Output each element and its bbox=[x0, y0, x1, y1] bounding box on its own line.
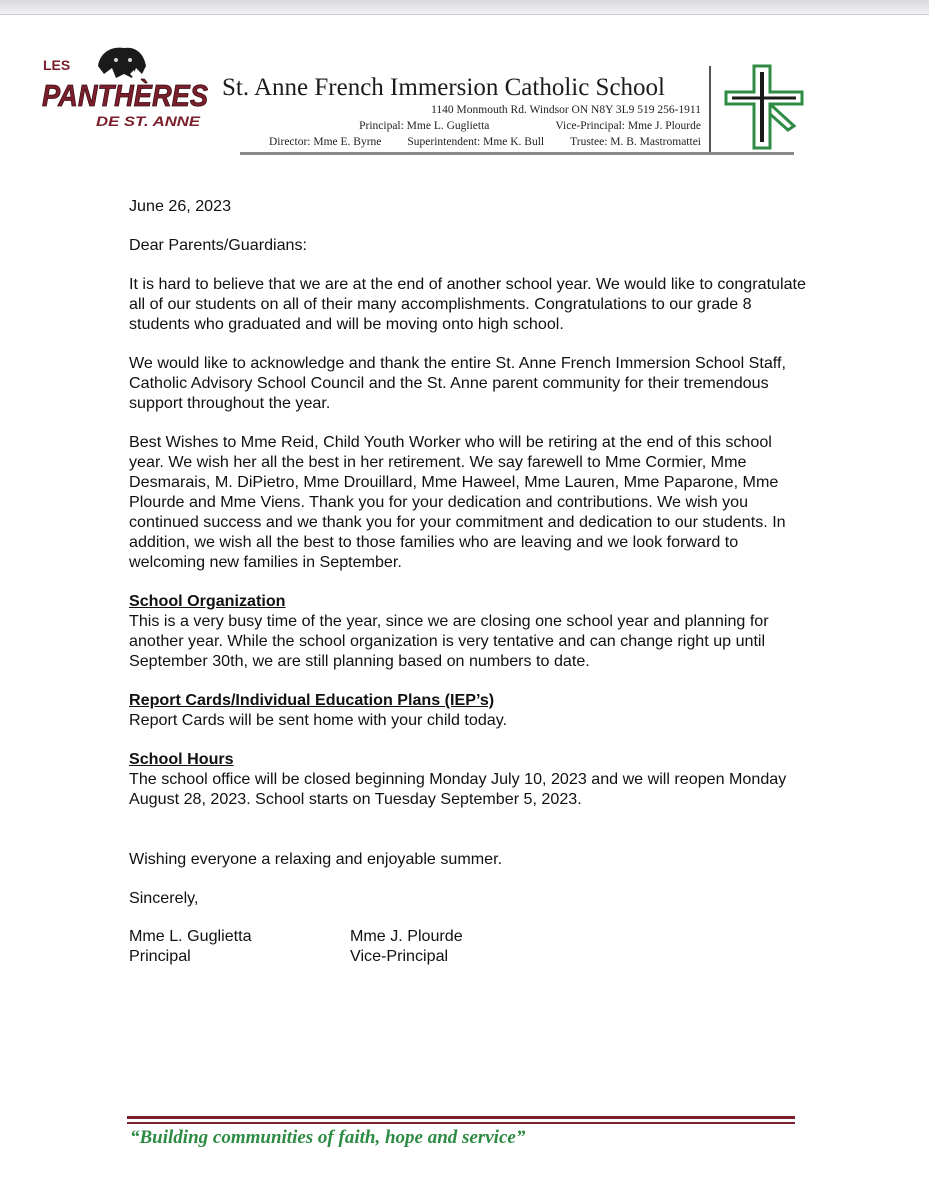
signatory-name: Mme J. Plourde bbox=[350, 927, 463, 945]
section-report-cards bbox=[129, 690, 809, 730]
address-text: 1140 Monmouth Rd. Windsor ON N8Y 3L9 519 256-1911 bbox=[431, 104, 701, 116]
vice-principal-text: Vice-Principal: Mme J. Plourde bbox=[555, 120, 701, 132]
trustee-text: Trustee: M. B. Mastromattei bbox=[570, 136, 701, 148]
section-school-hours bbox=[129, 749, 809, 809]
logo-text-pantheres: PANTHÈRES bbox=[42, 78, 209, 113]
section-school-organization bbox=[129, 591, 809, 671]
logo-text-de-st-anne: DE ST. ANNE bbox=[96, 113, 201, 129]
letter-date: June 26, 2023 bbox=[129, 197, 232, 215]
section-heading: School Hours bbox=[129, 750, 234, 768]
school-address bbox=[101, 104, 701, 116]
section-text: This is a very busy time of the year, since we are closing one school year and planning for another year. While the school organization is very tentative and can change right up until September 30th, we are still planning based on numbers to date. bbox=[129, 612, 769, 670]
signature-block bbox=[129, 926, 809, 966]
window-top-bar bbox=[0, 0, 929, 15]
footer-rule-bottom bbox=[127, 1122, 795, 1124]
footer-rule-top bbox=[127, 1116, 795, 1119]
signatory-vice-principal bbox=[350, 926, 571, 966]
administration-line bbox=[101, 120, 701, 132]
signatory-name: Mme L. Guglietta bbox=[129, 927, 252, 945]
panther-logo-icon bbox=[40, 44, 212, 148]
header-divider bbox=[709, 66, 711, 154]
section-heading: School Organization bbox=[129, 592, 286, 610]
board-line bbox=[101, 136, 701, 148]
section-heading: Report Cards/Individual Education Plans (IEP’s) bbox=[129, 691, 495, 709]
section-text: The school office will be closed beginning Monday July 10, 2023 and we will reopen Monday August 28, 2023. School starts on Tuesday September 5, 2023. bbox=[129, 770, 787, 808]
section-text: Report Cards will be sent home with your child today. bbox=[129, 711, 508, 729]
salutation: Dear Parents/Guardians: bbox=[129, 236, 308, 254]
cross-icon bbox=[724, 64, 804, 150]
director-text: Director: Mme E. Byrne bbox=[268, 136, 382, 148]
closing-wish: Wishing everyone a relaxing and enjoyable summer. bbox=[129, 850, 503, 868]
letter-body bbox=[129, 196, 809, 966]
paragraph-farewells: Best Wishes to Mme Reid, Child Youth Worker who will be retiring at the end of this school year. We wish her all the best in her retirement. We say farewell to Mme Cormier, Mme Desmarais, M. DiPietro, Mme Drouillard, Mme Haweel, Mme Lauren, Mme Paparone, Mme Plourde and Mme Viens. Thank you for your dedication and contributions. We wish you continued success and we thank you for your commitment and dedication to our students. In addition, we wish all the best to those families who are leaving and we look forward to welcoming new families in September. bbox=[129, 433, 786, 571]
school-motto: “Building communities of faith, hope and service” bbox=[130, 1127, 526, 1148]
logo-text-les: LES bbox=[43, 57, 71, 73]
signatory-title: Vice-Principal bbox=[350, 947, 449, 965]
paragraph-end-of-year: It is hard to believe that we are at the end of another school year. We would like to congratulate all of our students on all of their many accomplishments. Congratulations to our grade 8 students who graduated and will be moving onto high school. bbox=[129, 275, 806, 333]
header-rule bbox=[240, 152, 794, 155]
paragraph-acknowledgement: We would like to acknowledge and thank the entire St. Anne French Immersion School Staff, Catholic Advisory School Council and the St. Anne parent community for their tremendous support throughout the year. bbox=[129, 354, 786, 412]
superintendent-text: Superintendent: Mme K. Bull bbox=[407, 136, 545, 148]
sign-off: Sincerely, bbox=[129, 889, 199, 907]
school-name: St. Anne French Immersion Catholic School bbox=[222, 74, 666, 101]
signatory-principal bbox=[129, 926, 350, 966]
principal-text: Principal: Mme L. Guglietta bbox=[359, 120, 490, 132]
signatory-title: Principal bbox=[129, 947, 191, 965]
